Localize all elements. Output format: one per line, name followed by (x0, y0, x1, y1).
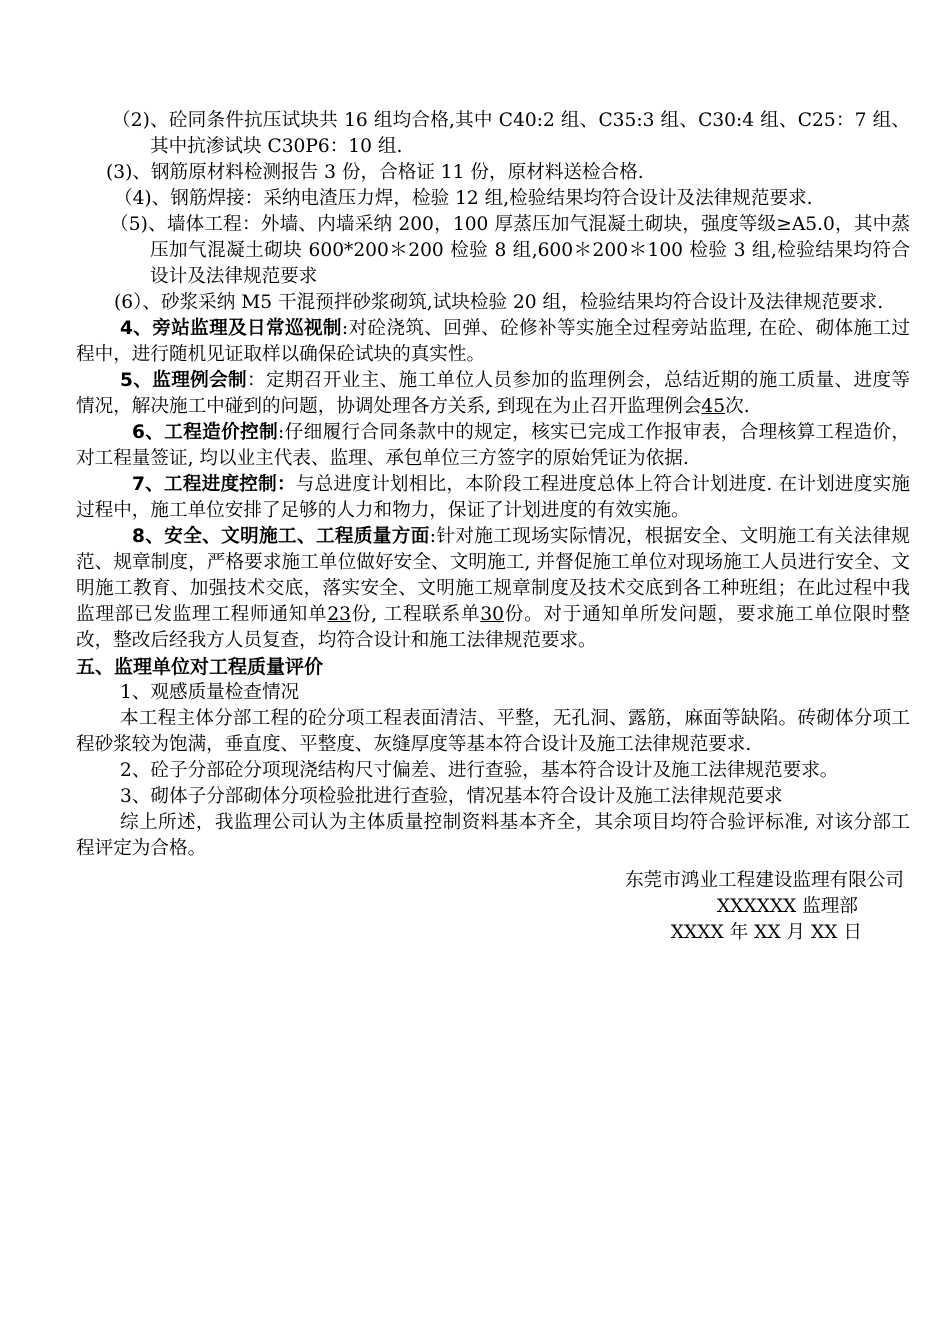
para-safety-body: :针对施工现场实际情况，根据安全、文明施工有关法律规范、规章制度，严格要求施工单位做好安全、文明施工, 并督促施工单位对现场施工人员进行安全、文明施工教育、加强技术交底，落实安全、文明施工规章制度及技术交底到各工种班组；在此过程中我监理部已发监理工程师通知单 (76, 526, 910, 625)
section-5-para-3: 3、砌体子分部砌体分项检验批进行查验，情况基本符合设计及施工法律规范要求 (120, 786, 783, 807)
section-5-para-2: 2、砼子分部砼分项现浇结构尺寸偏差、进行查验，基本符合设计及施工法律规范要求。 (120, 760, 839, 781)
document-page (76, 108, 910, 946)
para-cost-control-heading: 6、工程造价控制 (132, 422, 279, 443)
notice-count: 23 (327, 604, 352, 625)
para-supervision-body: :对砼浇筑、回弹、砼修补等实施全过程旁站监理, 在砼、砌体施工过程中，进行随机见证取样以确保砼试块的真实性。 (76, 318, 910, 365)
para-safety (76, 524, 910, 654)
section-5-conclusion: 综上所述，我监理公司认为主体质量控制资料基本齐全，其余项目均符合验评标准, 对该分部工程评定为合格。 (76, 812, 910, 859)
para-cost-control (76, 420, 910, 472)
item-concrete-test: （2)、砼同条件抗压试块共 16 组均合格,其中 C40:2 组、C35:3 组、C30:4 组、C25：7 组、其中抗渗试块 C30P6：10 组. (112, 110, 910, 157)
meeting-count: 45 (701, 396, 726, 417)
signature-department: XXXXXX 监理部 (716, 896, 858, 917)
section-5-para-1: 本工程主体分部工程的砼分项工程表面清洁、平整，无孔洞、露筋，麻面等缺陷。砖砌体分项工程砂浆较为饱满，垂直度、平整度、灰缝厚度等基本符合设计及施工法律规范要求. (76, 708, 910, 755)
para-meetings-body: ：定期召开业主、施工单位人员参加的监理例会，总结近期的施工质量、进度等情况，解决施工中碰到的问题，协调处理各方关系, 到现在为止召开监理例会 (76, 370, 910, 417)
para-safety-mid: 份, 工程联系单 (351, 604, 481, 625)
para-safety-tail: 份。对于通知单所发问题，要求施工单位限时整改，整改后经我方人员复查，均符合设计和施工法律规范要求。 (76, 604, 910, 651)
item-wall-works: （5)、墙体工程：外墙、内墙采纳 200，100 厚蒸压加气混凝土砌块，强度等级≥A5.0，其中蒸压加气混凝土砌块 600*200＊200 检验 8 组,600＊200＊100 检验 3 组,检验结果均符合设计及法律规范要求 (110, 214, 910, 287)
item-rebar-welding: （4)、钢筋焊接：采纳电渣压力焊，检验 12 组,检验结果均符合设计及法律规范要求. (114, 188, 813, 209)
para-progress-control (76, 472, 910, 524)
para-supervision (76, 316, 910, 368)
para-progress-control-body: 与总进度计划相比，本阶段工程进度总体上符合计划进度. 在计划进度实施过程中，施工单位安排了足够的人力和物力，保证了计划进度的有效实施。 (76, 474, 910, 521)
signature-date: XXXX 年 XX 月 XX 日 (670, 922, 862, 943)
para-progress-control-heading: 7、工程进度控制： (132, 474, 296, 495)
item-rebar-report: (3)、钢筋原材料检测报告 3 份，合格证 11 份，原材料送检合格. (106, 162, 644, 183)
signature-company: 东莞市鸿业工程建设监理有限公司 (625, 870, 904, 891)
para-cost-control-body: :仔细履行合同条款中的规定，核实已完成工作报审表，合理核算工程造价，对工程量签证, 均以业主代表、监理、承包单位三方签字的原始凭证为依据. (76, 422, 910, 469)
contact-count: 30 (480, 604, 504, 625)
section-5-subheading: 1、观感质量检查情况 (120, 682, 300, 703)
para-safety-heading: 8、安全、文明施工、工程质量方面 (132, 526, 430, 547)
section-5-heading: 五、监理单位对工程质量评价 (76, 656, 324, 678)
item-mortar: (6）、砂浆采纳 M5 干混预拌砂浆砌筑,试块检验 20 组，检验结果均符合设计及法律规范要求. (114, 292, 884, 313)
para-meetings-heading: 5、监理例会制 (120, 370, 248, 391)
para-meetings (76, 368, 910, 420)
para-meetings-tail: 次. (725, 396, 750, 417)
para-supervision-heading: 4、旁站监理及日常巡视制 (120, 318, 342, 339)
